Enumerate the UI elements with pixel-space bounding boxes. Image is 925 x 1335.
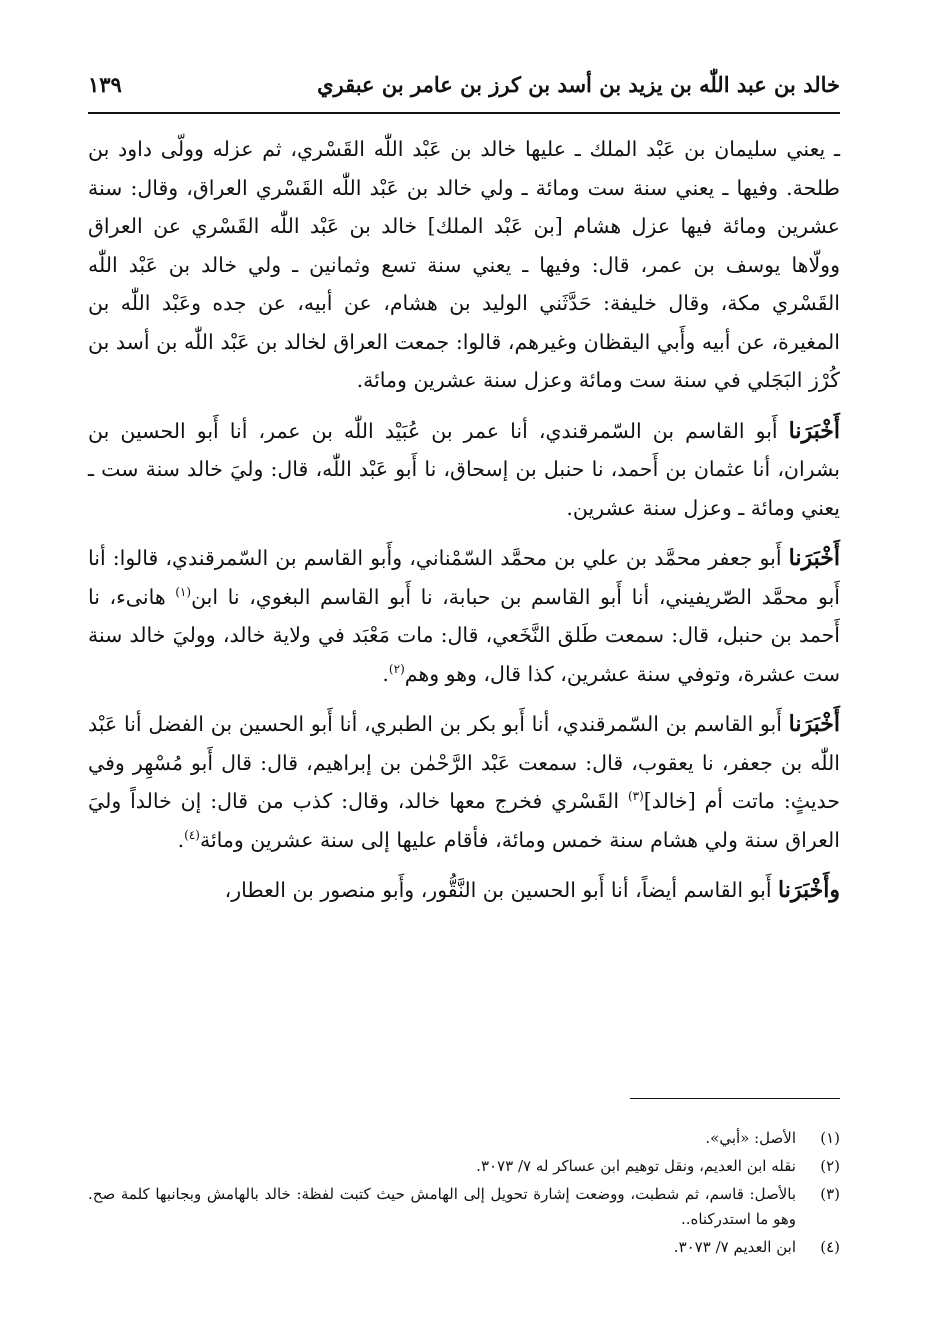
paragraph-2 — [88, 412, 840, 528]
running-title: خالد بن عبد اللّٰه بن يزيد بن أسد بن كرز بن عامر بن عبقري — [317, 72, 840, 97]
footnote-item — [88, 1182, 840, 1232]
paragraph-4-text-a: أَبو القاسم بن السّمرقندي، أنا أَبو بكر بن الطبري، أنا أَبو الحسين بن الفضل أنا عَبْد اللّٰه بن جعفر، نا يعقوب، قال: سمعت عَبْد الرَّحْمٰن بن إبراهيم، قال: قال أَبو مُسْهِر وفي حديثٍ: ماتت أم [خالد] — [88, 712, 840, 813]
footnote-ref-2[interactable]: (٢) — [388, 661, 405, 676]
paragraph-4-text-b: القَسْري فخرج معها خالد، وقال: كذب من قال: إن خالداً وليَ العراق سنة ولي هشام سنة خمس ومائة، فأقام عليها إلى سنة عشرين ومائة — [88, 789, 840, 852]
paragraph-3-text-c: . — [382, 661, 389, 686]
footnote-text: الأصل: «أبي». — [705, 1129, 796, 1147]
footnote-number: (٣) — [820, 1185, 840, 1203]
footnote-text: نقله ابن العديم، ونقل توهيم ابن عساكر له ٧/ ٣٠٧٣. — [476, 1157, 796, 1175]
footnote-divider — [630, 1098, 840, 1099]
footnote-ref-3[interactable]: (٣) — [627, 789, 644, 804]
footnote-ref-1[interactable]: (١) — [175, 584, 192, 599]
narration-keyword: أَخْبَرَنا — [788, 711, 840, 737]
paragraph-5 — [88, 871, 840, 910]
footnote-item — [88, 1126, 840, 1151]
paragraph-2-text: أَبو القاسم بن السّمرقندي، أنا عمر بن عُبَيْد اللّٰه بن عمر، أنا أَبو الحسين بن بشران، أنا عثمان بن أَحمد، نا حنبل بن إسحاق، نا أَبو عَبْد اللّٰه، قال: وليَ خالد سنة ست ـ يعني ومائة ـ وعزل سنة عشرين. — [88, 418, 840, 520]
footnote-ref-4[interactable]: (٤) — [184, 827, 200, 842]
page-number: ١٣٩ — [88, 72, 122, 97]
paragraph-4 — [88, 705, 840, 859]
paragraph-5-text: أَبو القاسم أيضاً، أنا أَبو الحسين بن النَّقُّور، وأَبو منصور بن العطار، — [224, 878, 779, 902]
footnote-item — [88, 1235, 840, 1260]
paragraph-1-text: ـ يعني سليمان بن عَبْد الملك ـ عليها خالد بن عَبْد اللّٰه القَسْري، ثم عزله وولّى داود بن طلحة. وفيها ـ يعني سنة ست ومائة ـ ولي خالد بن عَبْد اللّٰه القَسْري العراق، وقال: سنة عشرين ومائة فيها عزل هشام [بن عَبْد الملك] خالد بن عَبْد اللّٰه القَسْري عن العراق وولّاها يوسف بن عمر، قال: وفيها ـ يعني سنة تسع وثمانين ـ ولي خالد بن عَبْد اللّٰه القَسْري مكة، وقال خليفة: حَدَّثَني الوليد بن هشام، عن أبيه، عن جده وعَبْد اللّٰه بن المغيرة، عن أبيه وأَبي اليقظان وغيرهم، قالوا: جمعت العراق لخالد بن عَبْد اللّٰه بن أسد بن كُرْز البَجَلي في سنة ست ومائة وعزل سنة عشرين ومائة. — [88, 137, 840, 392]
footnotes — [88, 1126, 840, 1263]
footnote-number: (٤) — [820, 1238, 840, 1256]
footnote-text: بالأصل: قاسم، ثم شطبت، ووضعت إشارة تحويل إلى الهامش حيث كتبت لفظة: خالد بالهامش وبجانبها كلمة صح. وهو ما استدركناه.. — [88, 1185, 796, 1228]
footnote-text: ابن العديم ٧/ ٣٠٧٣. — [673, 1238, 796, 1256]
footnote-number: (٢) — [820, 1157, 840, 1175]
paragraph-3-text-b: هانىء، نا أَحمد بن حنبل، قال: سمعت طَلق النَّخَعي، قال: مات مَعْبَد في ولاية خالد، ووليَ خالد سنة ست عشرة، وتوفي سنة عشرين، كذا قال، وهو وهم — [88, 584, 840, 686]
paragraph-1 — [88, 130, 840, 400]
paragraph-3 — [88, 539, 840, 693]
narration-keyword: أَخْبَرَنا — [788, 545, 840, 571]
footnote-item — [88, 1154, 840, 1179]
paragraph-4-text-c: . — [177, 827, 185, 852]
narration-keyword: أَخْبَرَنا — [788, 417, 840, 444]
footnote-number: (١) — [820, 1129, 840, 1147]
page-header — [88, 68, 840, 108]
main-text — [88, 130, 840, 922]
paragraph-3-text-a: أَبو جعفر محمَّد بن علي بن محمَّد السّمْناني، وأَبو القاسم بن السّمرقندي، قالوا: أنا أَبو محمَّد الصّريفيني، أنا أَبو القاسم بن حبابة، نا أَبو القاسم البغوي، نا ابن — [88, 546, 840, 609]
header-divider — [88, 112, 840, 114]
narration-keyword: وأَخْبَرَنا — [778, 877, 840, 903]
